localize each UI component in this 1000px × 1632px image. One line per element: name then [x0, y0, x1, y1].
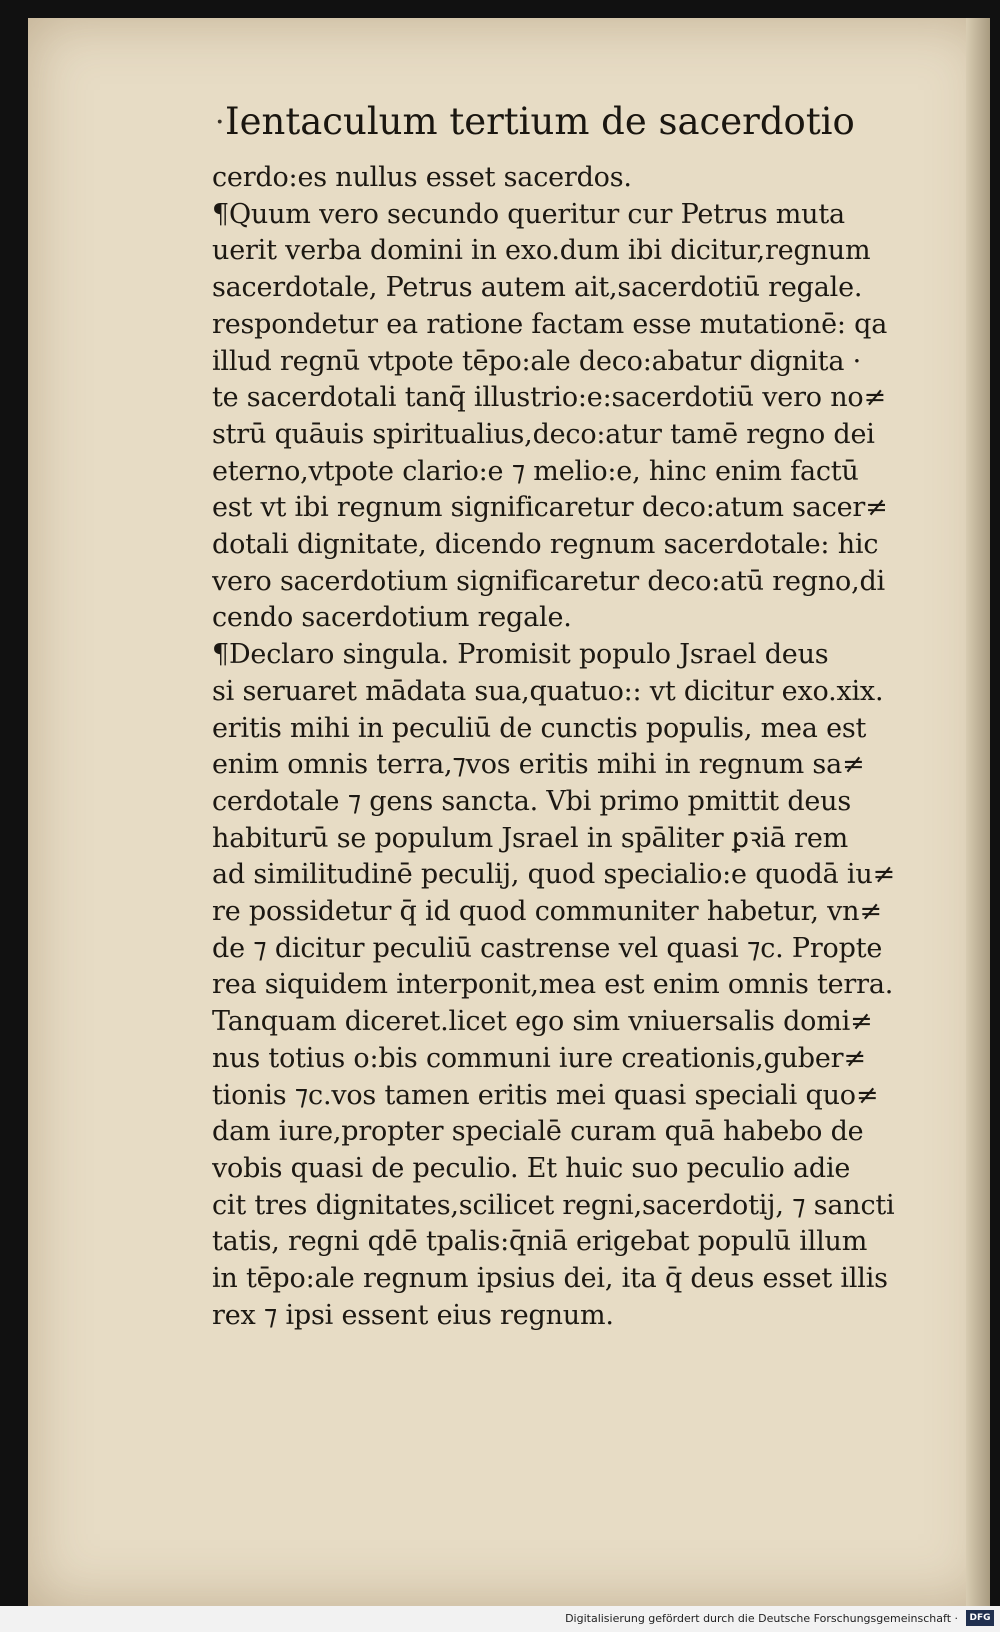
footer-bar: [0, 1606, 1000, 1632]
text-line: Tanquam diceret.licet ego sim vniuersalis domi≠: [212, 1006, 873, 1038]
text-line: rex ⁊ ipsi essent eius regnum.: [212, 1299, 614, 1331]
text-line: tatis, regni qdē tpalis:q̄niā erigebat populū illum: [212, 1226, 868, 1258]
text-line: illud regnū vtpote tēpo:ale deco:abatur dignita ·: [212, 345, 861, 377]
text-line: dotali dignitate, dicendo regnum sacerdotale: hic: [212, 529, 879, 561]
text-line: cerdotale ⁊ gens sancta. Vbi primo pmittit deus: [212, 785, 852, 817]
text-line: te sacerdotali tanq̄ illustrio:e:sacerdotiū vero no≠: [212, 382, 886, 414]
text-line: cendo sacerdotium regale.: [212, 602, 572, 634]
text-line: uerit verba domini in exo.dum ibi dicitur,regnum: [212, 235, 871, 267]
text-line: est vt ibi regnum significaretur deco:atum sacer≠: [212, 492, 888, 524]
text-line: enim omnis terra,⁊vos eritis mihi in regnum sa≠: [212, 749, 865, 781]
text-line: respondetur ea ratione factam esse mutationē: qa: [212, 308, 888, 340]
text-line: vobis quasi de peculio. Et huic suo peculio adie: [212, 1152, 851, 1184]
text-line: ¶Quum vero secundo queritur cur Petrus muta: [212, 198, 845, 230]
text-line: habiturū se populum Jsrael in spāliter ꝑꝛiā rem: [212, 822, 849, 854]
footer-credit: Digitalisierung gefördert durch die Deutsche Forschungsgemeinschaft ·: [565, 1612, 958, 1625]
text-line: cit tres dignitates,scilicet regni,sacerdotij, ⁊ sancti: [212, 1189, 895, 1221]
text-line: rea siquidem interponit,mea est enim omnis terra.: [212, 969, 894, 1001]
header-mark: ·: [215, 105, 225, 140]
text-line: dam iure,propter specialē curam quā habebo de: [212, 1116, 864, 1148]
page-gutter: [966, 18, 990, 1606]
dfg-logo-icon: DFG: [966, 1610, 994, 1626]
text-line: eritis mihi in peculiū de cunctis populis, mea est: [212, 712, 867, 744]
text-block: [212, 160, 947, 1335]
text-line: eterno,vtpote clario:e ⁊ melio:e, hinc enim factū: [212, 455, 859, 487]
text-line: sacerdotale, Petrus autem ait,sacerdotiū regale.: [212, 272, 863, 304]
page-header: Ientaculum tertium de sacerdotio: [225, 100, 855, 143]
text-line: tionis ⁊c.vos tamen eritis mei quasi speciali quo≠: [212, 1079, 879, 1111]
text-line: ad similitudinē peculij, quod specialio:e quodā iu≠: [212, 859, 895, 891]
text-line: strū quāuis spiritualius,deco:atur tamē regno dei: [212, 418, 875, 450]
text-line: ¶Declaro singula. Promisit populo Jsrael deus: [212, 639, 829, 671]
text-line: cerdo:es nullus esset sacerdos.: [212, 162, 632, 193]
text-line: in tēpo:ale regnum ipsius dei, ita q̄ deus esset illis: [212, 1263, 888, 1295]
text-line: si seruaret mādata sua,quatuo:: vt dicitur exo.xix.: [212, 675, 884, 707]
text-line: re possidetur q̄ id quod communiter habetur, vn≠: [212, 896, 882, 928]
text-line: vero sacerdotium significaretur deco:atū regno,di: [212, 565, 885, 597]
text-line: nus totius o:bis communi iure creationis,guber≠: [212, 1042, 866, 1074]
text-line: de ⁊ dicitur peculiū castrense vel quasi ⁊c. Propte: [212, 932, 883, 964]
